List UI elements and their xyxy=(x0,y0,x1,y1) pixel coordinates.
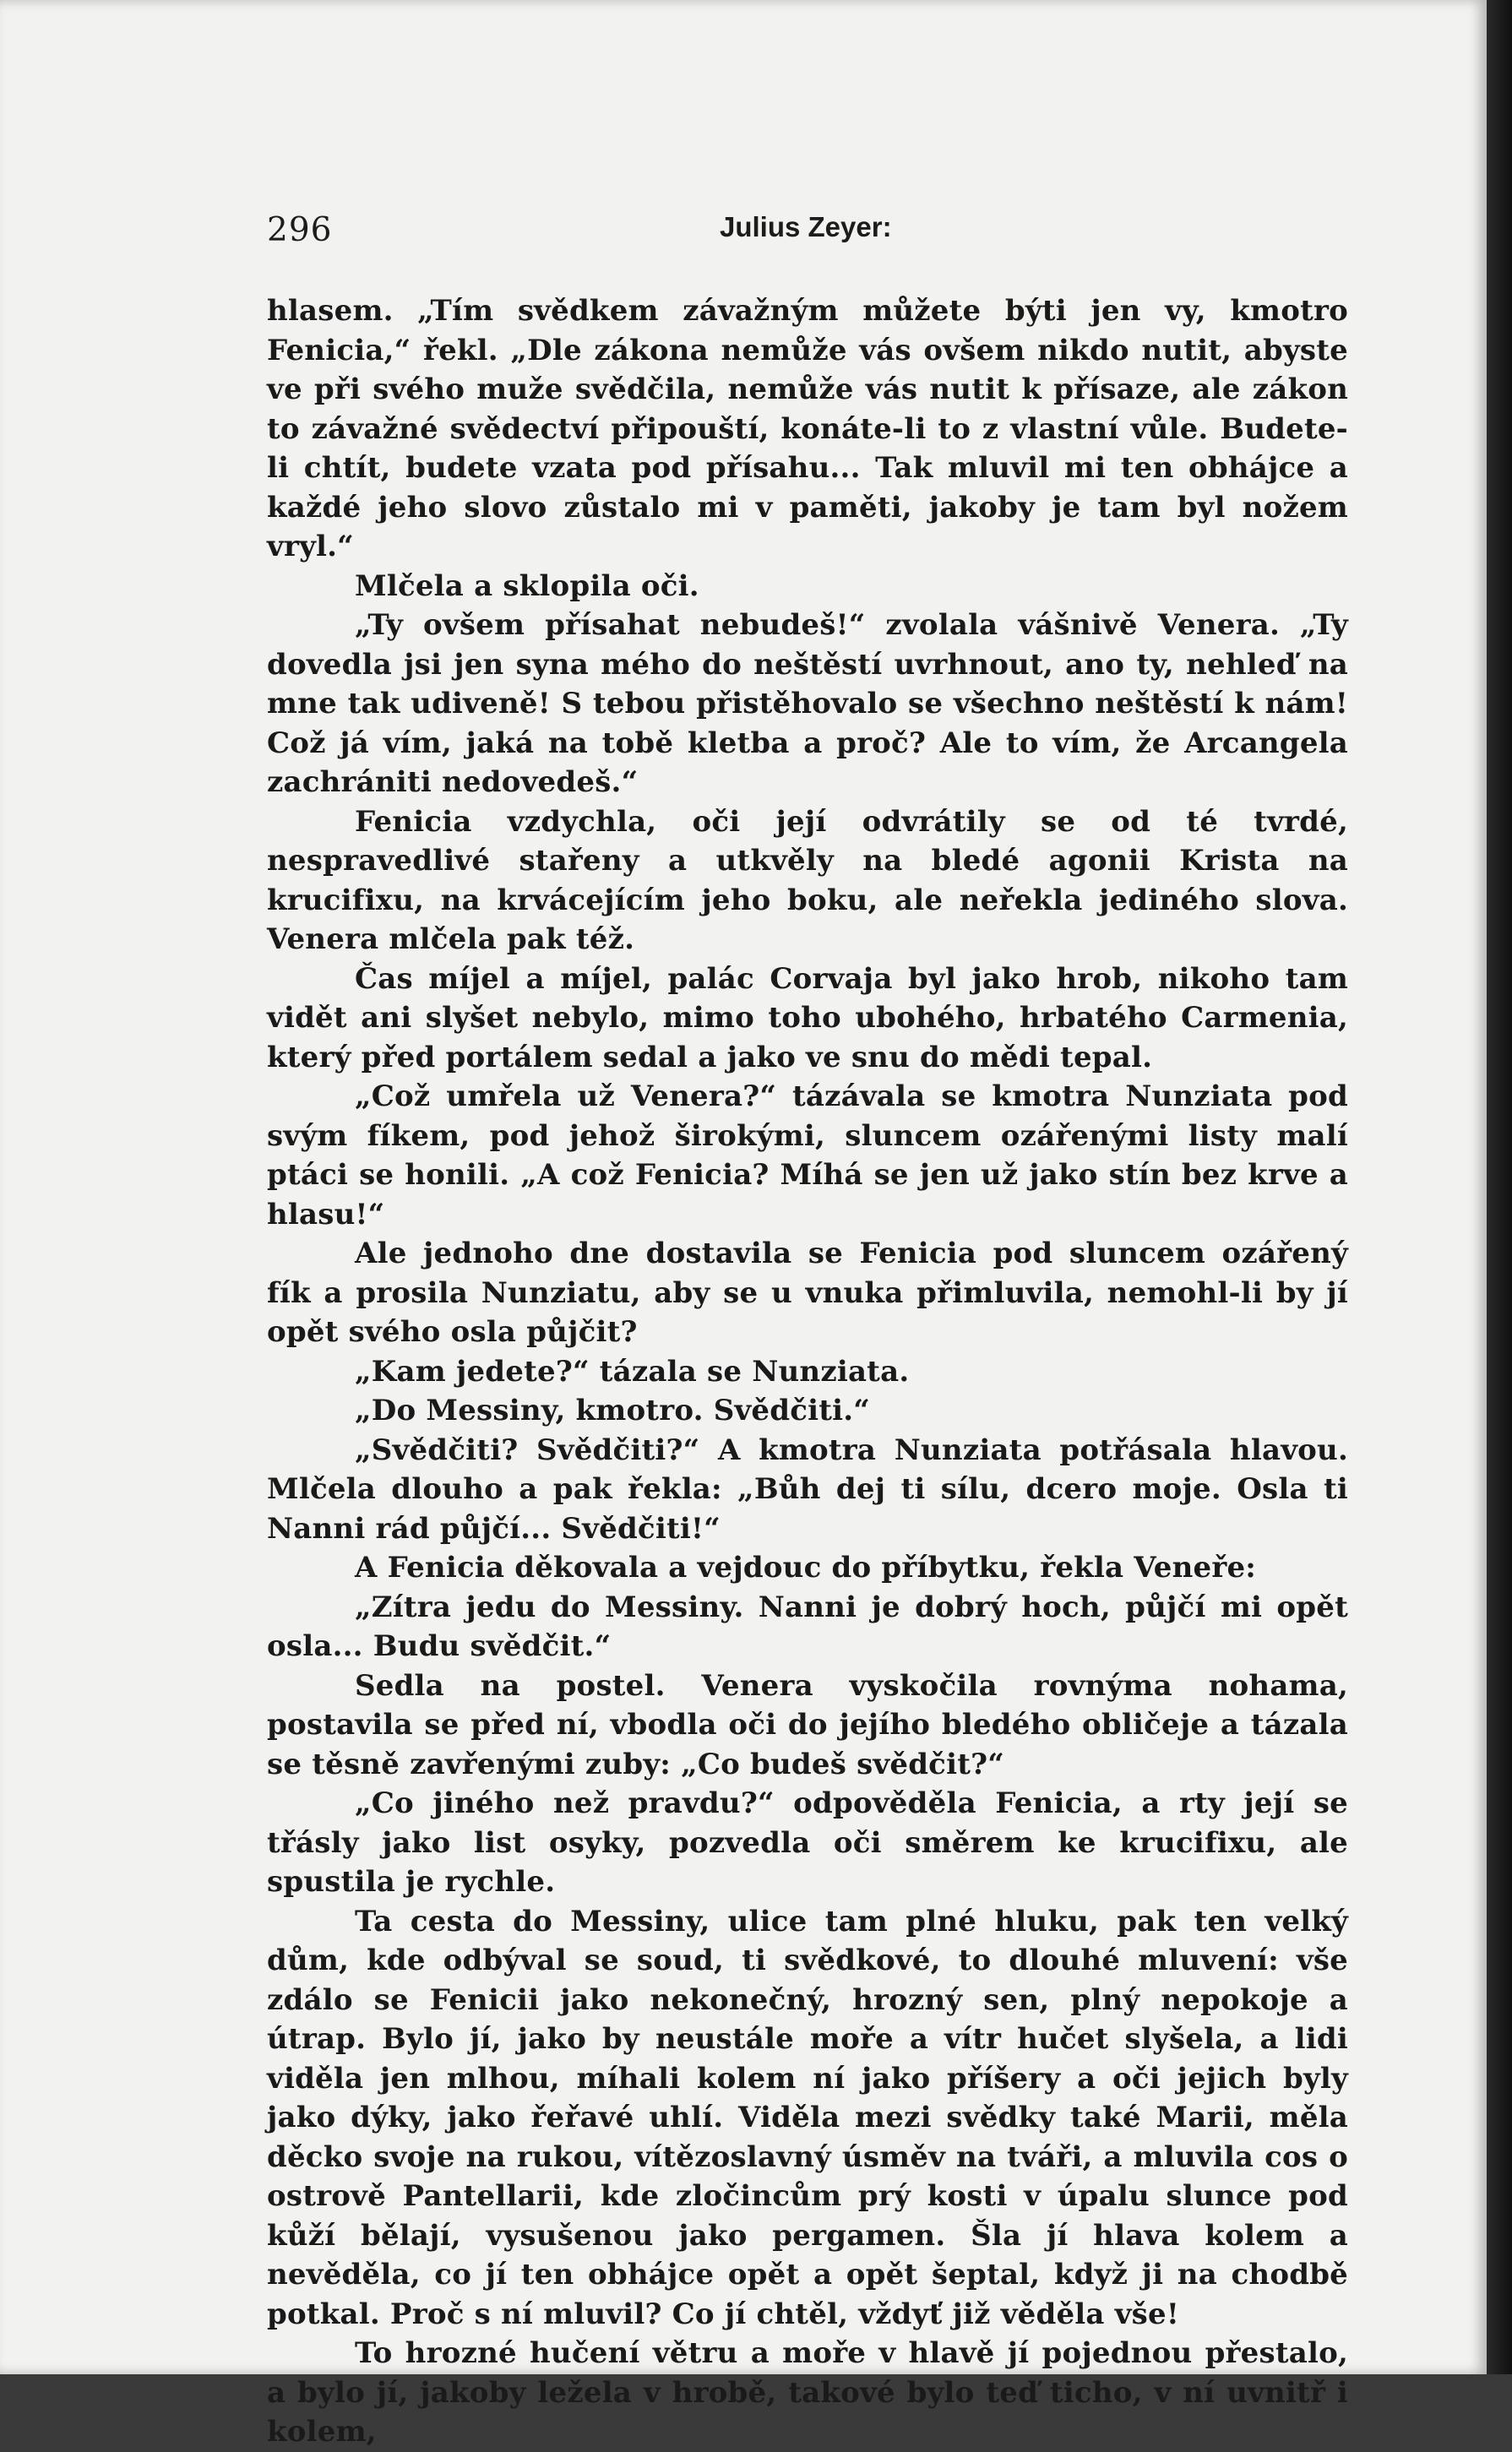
scan-edge xyxy=(1487,0,1512,2374)
body-text xyxy=(267,291,1348,2452)
paragraph: Sedla na postel. Venera vyskočila rovnýma nohama, postavila se před ní, vbodla oči do jejího bledého obličeje a tázala se těsně zavřenými zuby: „Co budeš svědčit?“ xyxy=(267,1668,1348,1781)
paragraph: „Co jiného než pravdu?“ odpověděla Fenicia, a rty její se třásly jako list osyky, pozvedla oči směrem ke krucifixu, ale spustila je rychle. xyxy=(267,1786,1348,1899)
page-number: 296 xyxy=(267,211,333,249)
paragraph: hlasem. „Tím svědkem závažným můžete býti jen vy, kmotro Fenicia,“ řekl. „Dle zákona nemůže vás ovšem nikdo nutit, abyste ve při svého muže svědčila, nemůže vás nutit k přísaze, ale zákon to závažné svědectví připouští, konáte-li to z vlastní vůle. Budete-li chtít, budete vzata pod přísahu... Tak mluvil mi ten obhájce a každé jeho slovo zůstalo mi v paměti, jakoby je tam byl nožem vryl.“ xyxy=(267,294,1348,563)
paragraph: „Zítra jedu do Messiny. Nanni je dobrý hoch, půjčí mi opět osla... Budu svědčit.“ xyxy=(267,1590,1348,1663)
paragraph: „Ty ovšem přísahat nebudeš!“ zvolala vášnivě Venera. „Ty dovedla jsi jen syna mého do neštěstí uvrhnout, ano ty, nehleď na mne tak udiveně! S tebou přistěhovalo se všechno neštěstí k nám! Což já vím, jaká na tobě kletba a proč? Ale to vím, že Arcangela zachrániti nedovedeš.“ xyxy=(267,608,1348,799)
running-head: Julius Zeyer: xyxy=(720,211,892,242)
paragraph: To hrozné hučení větru a moře v hlavě jí pojednou přestalo, a bylo jí, jakoby ležela v hrobě, takové bylo teď ticho, v ní uvnitř i kolem, xyxy=(267,2336,1348,2449)
paragraph: Ale jednoho dne dostavila se Fenicia pod sluncem ozářený fík a prosila Nunziatu, aby se u vnuka přimluvila, nemohl-li by jí opět svého osla půjčit? xyxy=(267,1237,1348,1349)
paragraph: Fenicia vzdychla, oči její odvrátily se od té tvrdé, nespravedlivé stařeny a utkvěly na bledé agonii Krista na krucifixu, na krvácejícím jeho boku, ale neřekla jediného slova. Venera mlčela pak též. xyxy=(267,804,1348,956)
page-header xyxy=(264,211,1347,249)
paragraph: Čas míjel a míjel, palác Corvaja byl jako hrob, nikoho tam vidět ani slyšet nebylo, mimo toho ubohého, hrbatého Carmenia, který před portálem sedal a jako ve snu do mědi tepal. xyxy=(267,961,1348,1074)
paragraph: „Což umřela už Venera?“ tázávala se kmotra Nunziata pod svým fíkem, pod jehož širokými, sluncem ozářenými listy malí ptáci se honili. „A což Fenicia? Míhá se jen už jako stín bez krve a hlasu!“ xyxy=(267,1079,1348,1231)
paragraph: Mlčela a sklopila oči. xyxy=(355,568,699,603)
paragraph: „Kam jedete?“ tázala se Nunziata. xyxy=(355,1354,910,1389)
paragraph: Ta cesta do Messiny, ulice tam plné hluku, pak ten velký dům, kde odbýval se soud, ti svědkové, to dlouhé mluvení: vše zdálo se Fenicii jako nekonečný, hrozný sen, plný nepokoje a útrap. Bylo jí, jako by neustále moře a vítr hučet slyšela, a lidi viděla jen mlhou, míhali kolem ní jako příšery a oči jejich byly jako dýky, jako řeřavé uhlí. Viděla mezi svědky také Marii, měla děcko svoje na rukou, vítězoslavný úsměv na tváři, a mluvila cos o ostrově Pantellarii, kde zločincům prý kosti v úpalu slunce pod kůží bělají, vysušenou jako pergamen. Šla jí hlava kolem a nevěděla, co jí ten obhájce opět a opět šeptal, když ji na chodbě potkal. Proč s ní mluvil? Co jí chtěl, vždyť již věděla vše! xyxy=(267,1904,1348,2331)
paragraph: A Fenicia děkovala a vejdouc do příbytku, řekla Veneře: xyxy=(355,1551,1257,1585)
paragraph: „Do Messiny, kmotro. Svědčiti.“ xyxy=(355,1394,871,1427)
paragraph: „Svědčiti? Svědčiti?“ A kmotra Nunziata potřásala hlavou. Mlčela dlouho a pak řekla: „Bůh dej ti sílu, dcero moje. Osla ti Nanni rád půjčí... Svědčiti!“ xyxy=(267,1433,1348,1546)
